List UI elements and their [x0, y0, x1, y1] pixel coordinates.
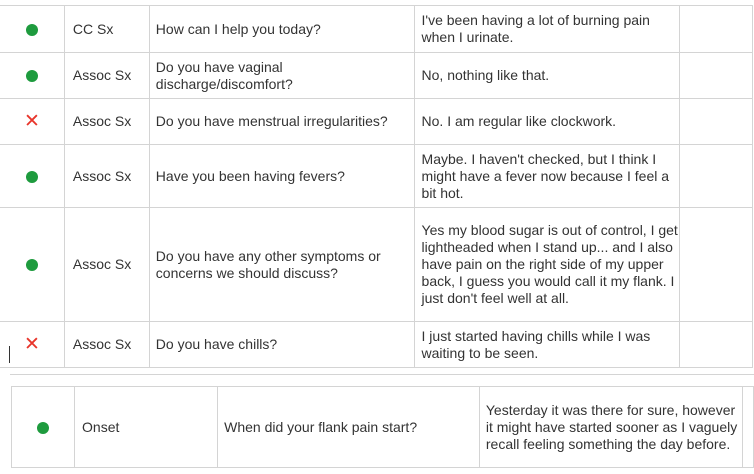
- question-cell: Do you have menstrual irregularities?: [149, 99, 414, 145]
- question-cell: Have you been having fevers?: [149, 145, 414, 208]
- question-cell: Do you have vaginal discharge/discomfort?: [149, 53, 414, 99]
- status-cell: [0, 208, 64, 322]
- category-cell: CC Sx: [64, 6, 149, 53]
- empty-cell: [680, 145, 753, 208]
- status-cell: [0, 6, 64, 53]
- category-cell: Onset: [75, 387, 218, 468]
- answer-cell: No, nothing like that.: [414, 53, 680, 99]
- green-dot-icon: [26, 171, 38, 183]
- category-cell: Assoc Sx: [64, 53, 149, 99]
- question-cell: Do you have any other symptoms or concerns we should discuss?: [149, 208, 414, 322]
- red-x-icon: ✕: [23, 111, 40, 133]
- answer-cell: Yes my blood sugar is out of control, I get lightheaded when I stand up... and I also have pain on the right side of my upper back, I guess you would call it my flank. I just don't feel well at all.: [414, 208, 680, 322]
- table-row: [0, 53, 753, 99]
- category-cell: Assoc Sx: [64, 145, 149, 208]
- status-cell: [0, 145, 64, 208]
- empty-cell: [680, 99, 753, 145]
- onset-table: [11, 386, 754, 468]
- table-row: [12, 387, 754, 468]
- table-row: [0, 145, 753, 208]
- empty-cell: [680, 208, 753, 322]
- empty-cell: [680, 53, 753, 99]
- empty-cell: [680, 6, 753, 53]
- text-cursor: [9, 346, 10, 363]
- green-dot-icon: [26, 70, 38, 82]
- empty-cell: [680, 322, 753, 368]
- red-x-icon: ✕: [23, 334, 40, 356]
- status-cell: [0, 53, 64, 99]
- answer-cell: Maybe. I haven't checked, but I think I might have a fever now because I feel a bit hot.: [414, 145, 680, 208]
- question-cell: Do you have chills?: [149, 322, 414, 368]
- table-row: [0, 6, 753, 53]
- answer-cell: I just started having chills while I was waiting to be seen.: [414, 322, 680, 368]
- status-cell: [12, 387, 75, 468]
- answer-cell: No. I am regular like clockwork.: [414, 99, 680, 145]
- category-cell: Assoc Sx: [64, 322, 149, 368]
- empty-cell: [743, 387, 754, 468]
- status-cell: [0, 99, 64, 145]
- table-row: [0, 322, 753, 368]
- question-cell: When did your flank pain start?: [218, 387, 480, 468]
- table-row: [0, 208, 753, 322]
- divider: [10, 374, 754, 375]
- history-table: [0, 5, 753, 368]
- answer-cell: I've been having a lot of burning pain when I urinate.: [414, 6, 680, 53]
- green-dot-icon: [26, 24, 38, 36]
- category-cell: Assoc Sx: [64, 208, 149, 322]
- table-row: [0, 99, 753, 145]
- question-cell: How can I help you today?: [149, 6, 414, 53]
- answer-cell: Yesterday it was there for sure, however it might have started sooner as I vaguely recall feeling something the day before.: [479, 387, 742, 468]
- green-dot-icon: [37, 422, 49, 434]
- green-dot-icon: [26, 259, 38, 271]
- category-cell: Assoc Sx: [64, 99, 149, 145]
